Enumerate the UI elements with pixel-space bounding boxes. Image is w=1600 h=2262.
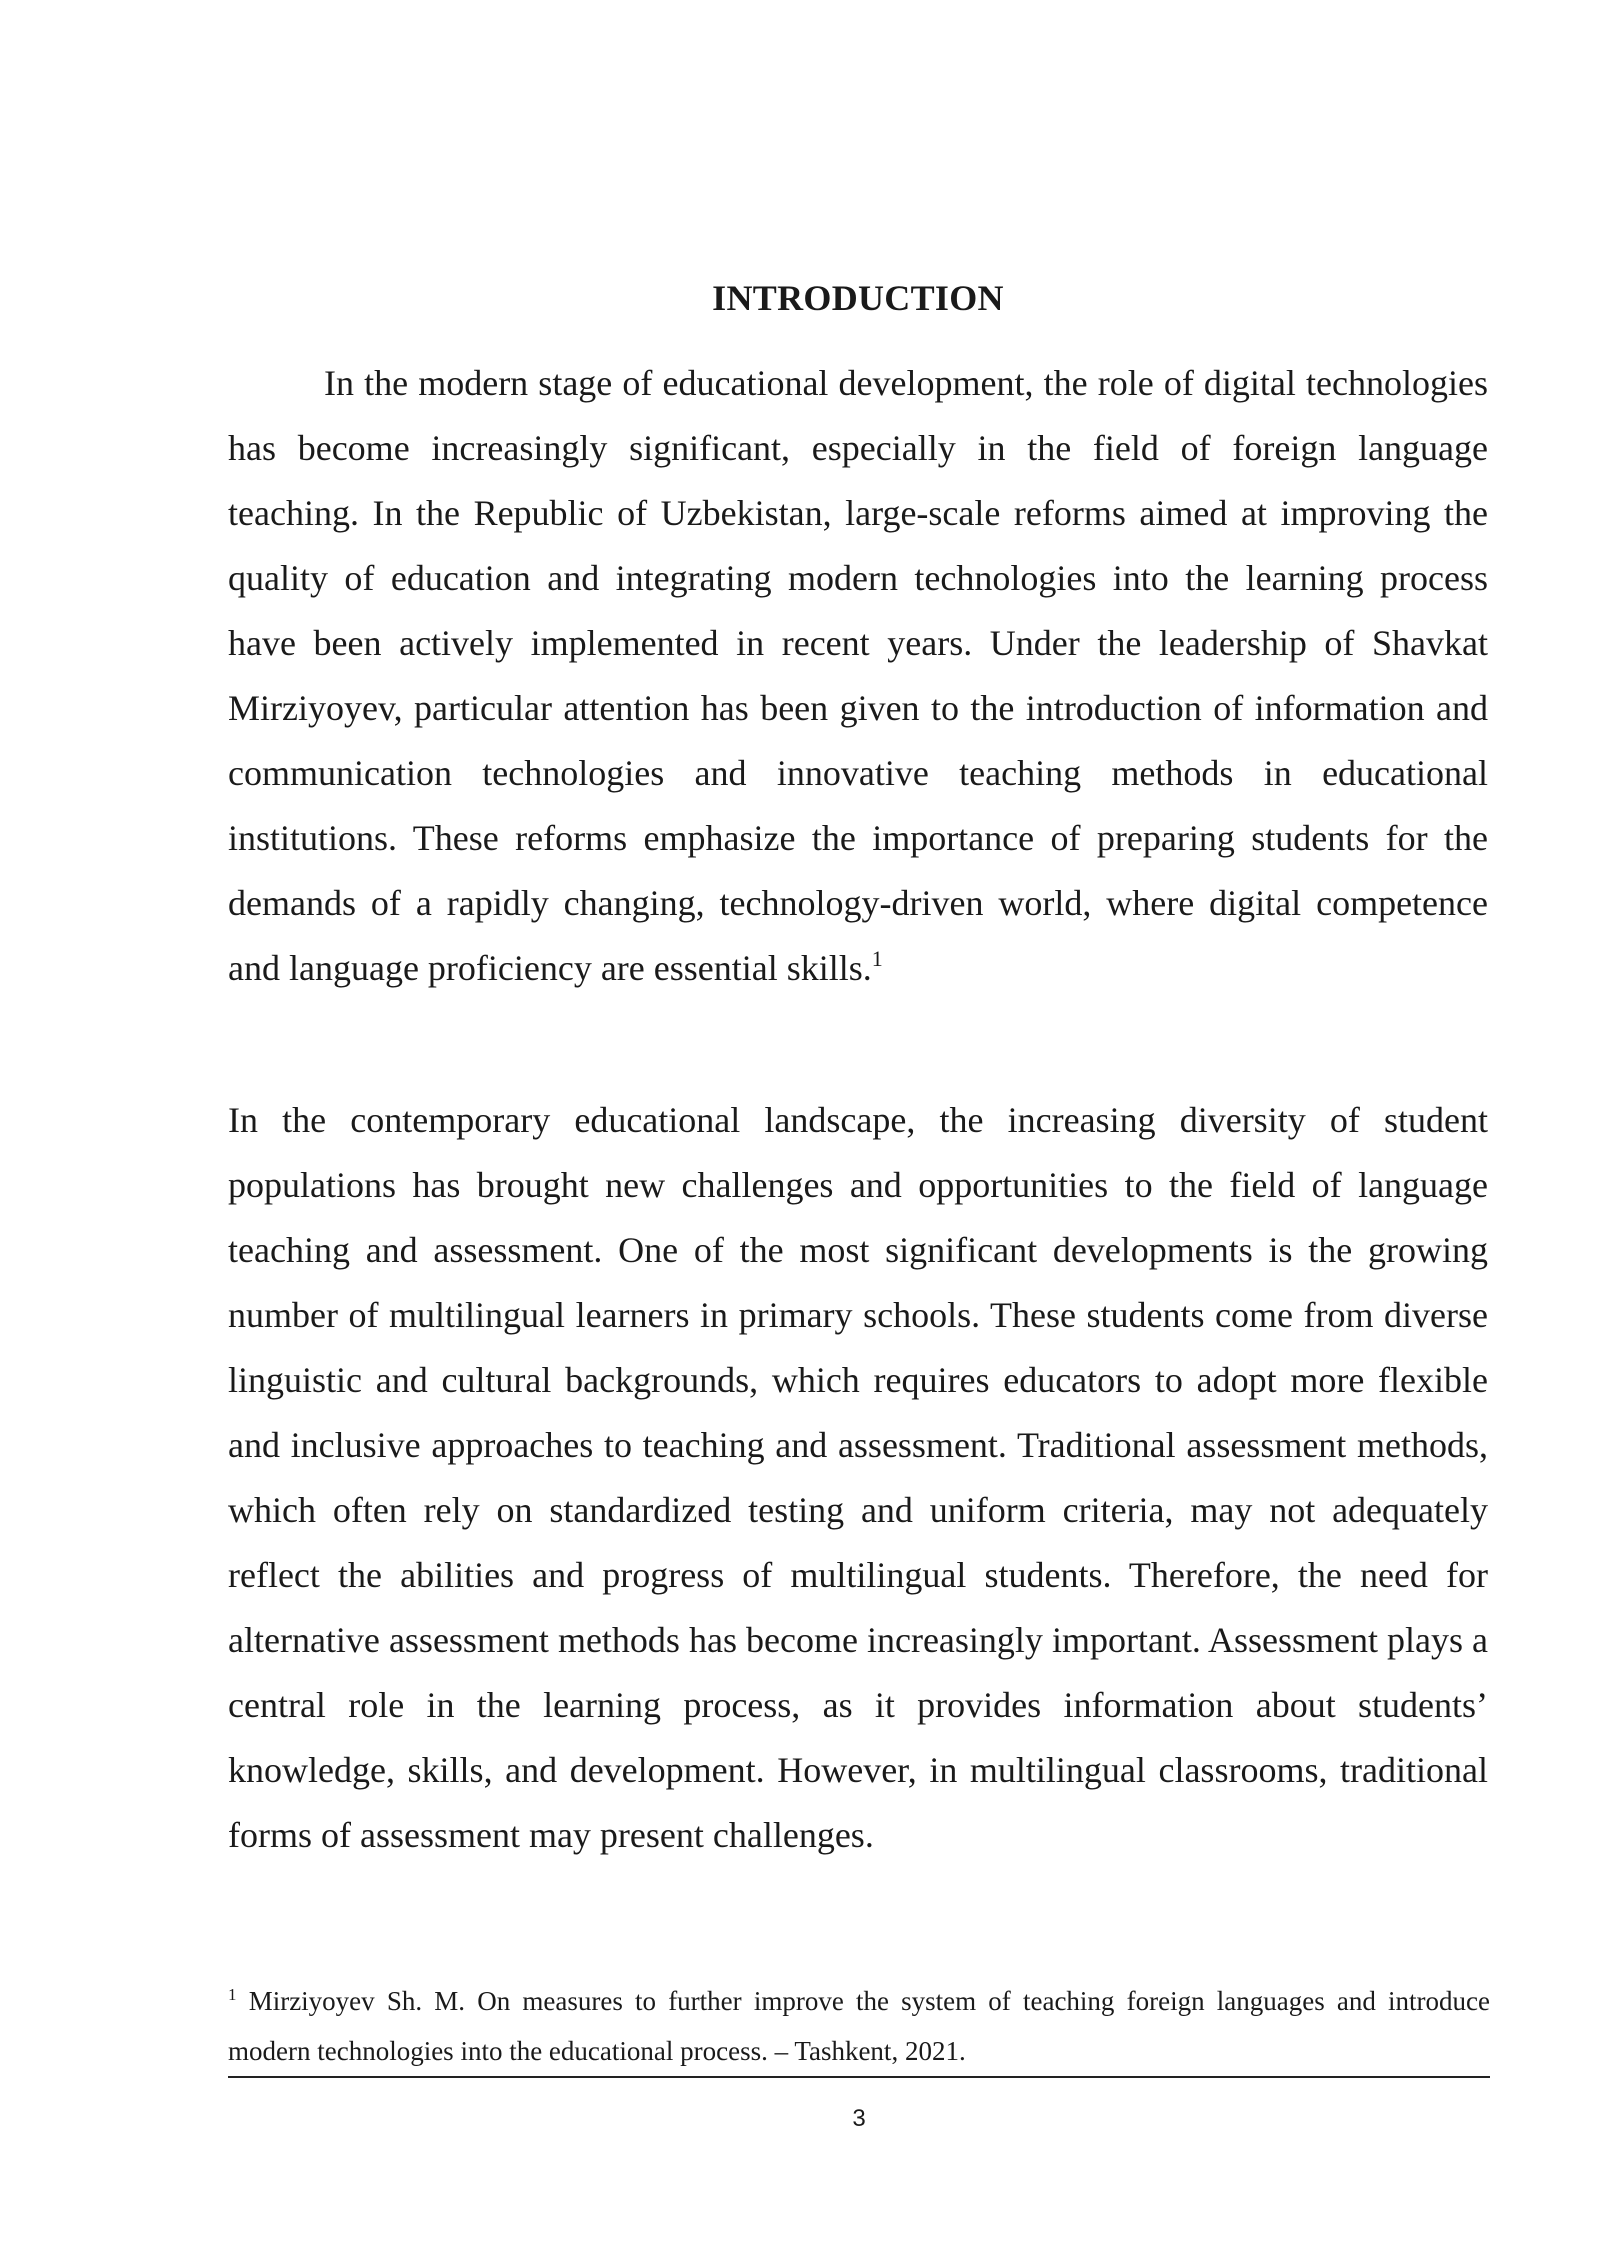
paragraph-1-text: In the modern stage of educational development, the role of digital technologies has become increasingly significant, especially in the field of foreign language teaching. In the Republic of Uzbekistan, large-scale reforms aimed at improving the quality of education and integrating modern technologies into the learning process have been actively implemented in recent years. Under the leadership of Shavkat Mirziyoyev, particular attention has been given to the introduction of information and communication technologies and innovative teaching methods in educational institutions. These reforms emphasize the importance of preparing students for the demands of a rapidly changing, technology-driven world, where digital competence and language proficiency are essential skills. [228, 363, 1488, 988]
footnote-reference[interactable]: 1 [871, 946, 883, 971]
footnote-marker: 1 [228, 1985, 237, 2004]
footnote-text: Mirziyoyev Sh. M. On measures to further improve the system of teaching foreign languages and introduce modern technologies into the educational process. – Tashkent, 2021. [228, 1986, 1491, 2066]
footnote [228, 1976, 1490, 2076]
footnote-divider [228, 2076, 1490, 2078]
page-number: 3 [852, 2105, 866, 2132]
body-paragraph-1 [228, 351, 1488, 1001]
section-heading: INTRODUCTION [712, 278, 1004, 318]
body-paragraph-2: In the contemporary educational landscape, the increasing diversity of student populations has brought new challenges and opportunities to the field of language teaching and assessment. One of the most significant developments is the growing number of multilingual learners in primary schools. These students come from diverse linguistic and cultural backgrounds, which requires educators to adopt more flexible and inclusive approaches to teaching and assessment. Traditional assessment methods, which often rely on standardized testing and uniform criteria, may not adequately reflect the abilities and progress of multilingual students. Therefore, the need for alternative assessment methods has become increasingly important. Assessment plays a central role in the learning process, as it provides information about students’ knowledge, skills, and development. However, in multilingual classrooms, traditional forms of assessment may present challenges. [228, 1100, 1488, 1855]
